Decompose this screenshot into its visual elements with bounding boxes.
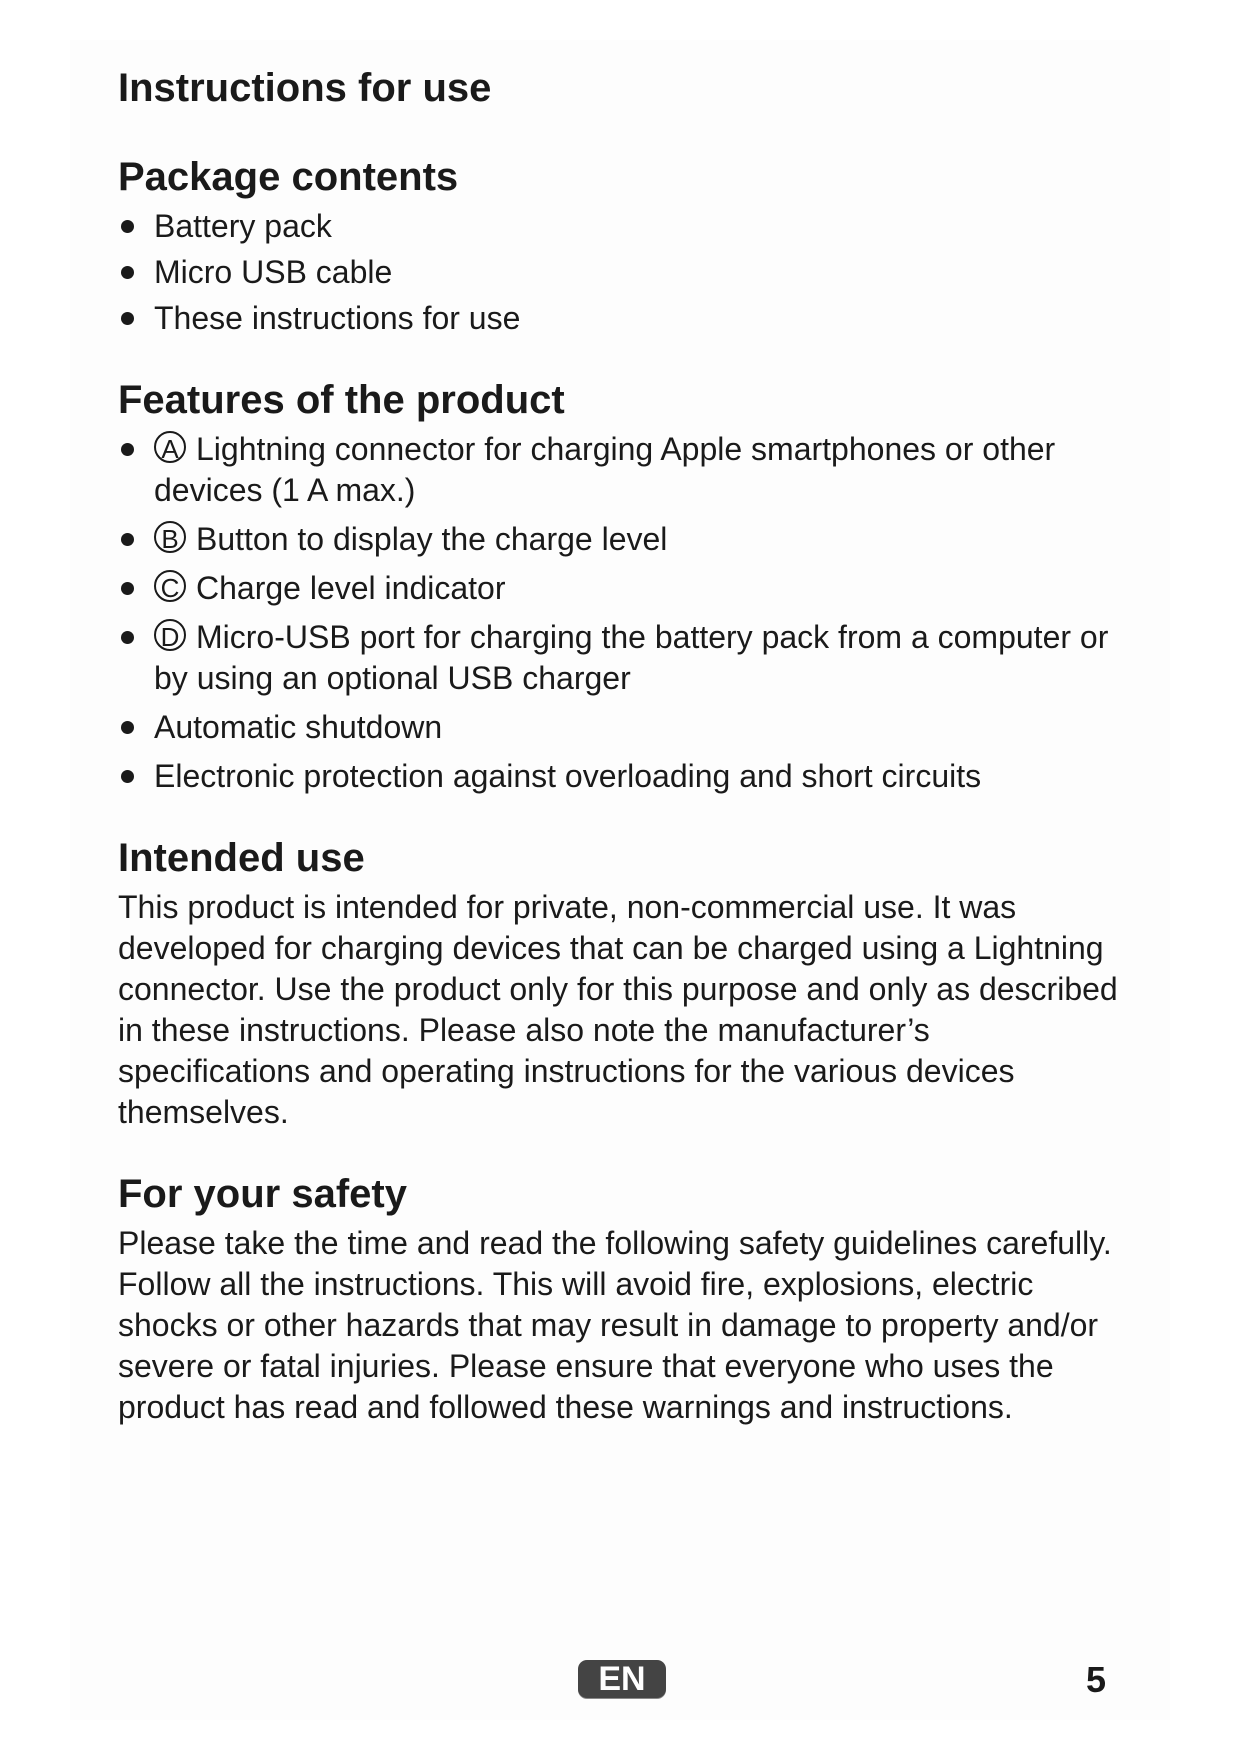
document-title: Instructions for use [118, 66, 492, 110]
circled-letter-b-icon: B [154, 521, 186, 553]
language-badge: EN [578, 1660, 666, 1698]
circled-letter-d-icon: D [154, 619, 186, 651]
list-item-text: These instructions for use [154, 300, 521, 336]
bullet-icon [121, 533, 134, 546]
list-item [118, 707, 1118, 748]
page-footer [0, 1660, 1241, 1704]
page-number: 5 [1086, 1659, 1107, 1700]
features-section [118, 377, 1118, 797]
list-item-text: Battery pack [154, 208, 332, 244]
list-item [118, 429, 1118, 511]
list-item [118, 568, 1118, 609]
safety-paragraph: Please take the time and read the following safety guidelines carefully. Follow all the instructions. This will avoid fire, explosions, electric shocks or other hazards that may result in damage to property and/or severe or fatal injuries. Please ensure that everyone who uses the product has read and followed these warnings and instructions. [118, 1225, 1112, 1425]
package-contents-section [118, 154, 1118, 339]
package-contents-heading: Package contents [118, 155, 459, 199]
document-body [118, 66, 1118, 1466]
list-item-text: Micro-USB port for charging the battery pack from a computer or by using an optional USB charger [154, 619, 1109, 696]
features-heading: Features of the product [118, 378, 565, 422]
bullet-icon [121, 443, 134, 456]
intended-use-section [118, 835, 1118, 1133]
safety-heading: For your safety [118, 1172, 407, 1216]
list-item-text: Button to display the charge level [196, 521, 668, 557]
list-item [118, 298, 1118, 339]
features-list [118, 429, 1118, 797]
bullet-icon [121, 266, 134, 279]
list-item-text: Lightning connector for charging Apple smartphones or other devices (1 A max.) [154, 431, 1056, 508]
list-item [118, 756, 1118, 797]
list-item-text: Automatic shutdown [154, 709, 443, 745]
bullet-icon [121, 312, 134, 325]
list-item-text: Micro USB cable [154, 254, 393, 290]
intended-use-heading: Intended use [118, 836, 365, 880]
bullet-icon [121, 582, 134, 595]
bullet-icon [121, 631, 134, 644]
bullet-icon [121, 770, 134, 783]
bullet-icon [121, 721, 134, 734]
circled-letter-c-icon: C [154, 570, 186, 602]
list-item [118, 617, 1118, 699]
intended-use-paragraph: This product is intended for private, non-commercial use. It was developed for charging devices that can be charged using a Lightning connector. Use the product only for this purpose and only as described in these instructions. Please also note the manufacturer’s specifications and operating instructions for the various devices themselves. [118, 889, 1118, 1130]
package-contents-list [118, 206, 1118, 339]
bullet-icon [121, 220, 134, 233]
list-item [118, 252, 1118, 293]
circled-letter-a-icon: A [154, 431, 186, 463]
list-item [118, 519, 1118, 560]
list-item-text: Electronic protection against overloading and short circuits [154, 758, 982, 794]
safety-section [118, 1171, 1118, 1428]
list-item [118, 206, 1118, 247]
list-item-text: Charge level indicator [196, 570, 506, 606]
